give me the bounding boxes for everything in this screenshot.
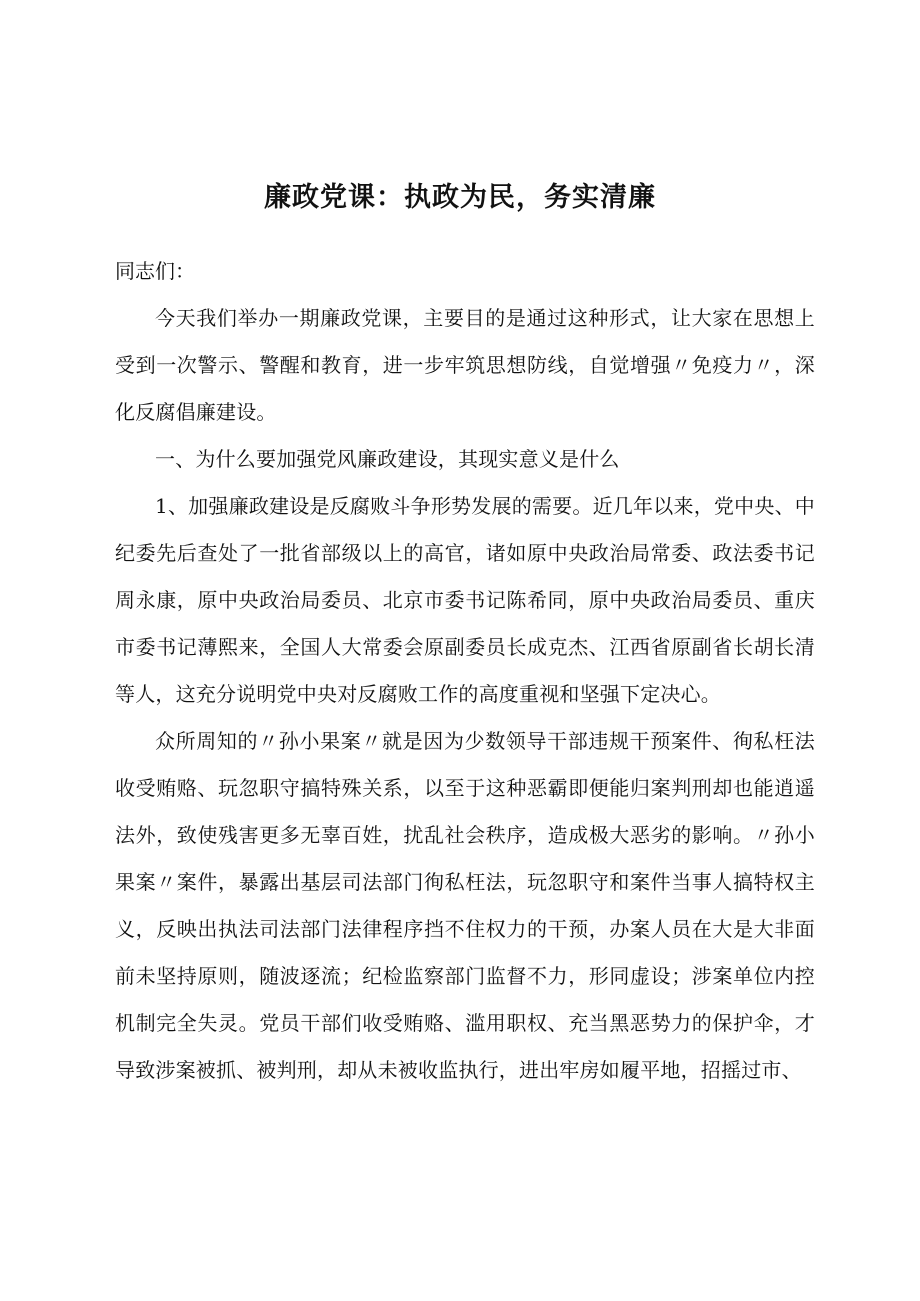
paragraph-intro: 今天我们举办一期廉政党课，主要目的是通过这种形式，让大家在思想上受到一次警示、警醒和教育，进一步牢筑思想防线，自觉增强〃免疫力〃，深化反腐倡廉建设。 bbox=[115, 306, 815, 424]
document-body bbox=[115, 248, 815, 1094]
paragraph-case: 众所周知的〃孙小果案〃就是因为少数领导干部违规干预案件、徇私枉法收受贿赂、玩忽职守搞特殊关系，以至于这种恶霸即便能归案判刑却也能逍遥法外，致使残害更多无辜百姓，扰乱社会秩序，造成极大恶劣的影响。〃孙小果案〃案件，暴露出基层司法部门徇私枉法，玩忽职守和案件当事人搞特权主义，反映出执法司法部门法律程序挡不住权力的干预，办案人员在大是大非面前未坚持原则，随波逐流；纪检监察部门监督不力，形同虚设；涉案单位内控机制完全失灵。党员干部们收受贿赂、滥用职权、充当黑恶势力的保护伞，才导致涉案被抓、被判刑，却从未被收监执行，进出牢房如履平地，招摇过市、 bbox=[115, 729, 815, 1082]
section-heading: 一、为什么要加强党风廉政建设，其现实意义是什么 bbox=[155, 447, 620, 471]
document-title: 廉政党课：执政为民，务实清廉 bbox=[264, 182, 656, 213]
salutation: 同志们： bbox=[115, 259, 195, 283]
paragraph-point-1: 1、加强廉政建设是反腐败斗争形势发展的需要。近几年以来，党中央、中纪委先后查处了一批省部级以上的高官，诸如原中央政治局常委、政法委书记周永康，原中央政治局委员、北京市委书记陈希同，原中央政治局委员、重庆市委书记薄熙来，全国人大常委会原副委员长成克杰、江西省原副省长胡长清等人，这充分说明党中央对反腐败工作的高度重视和坚强下定决心。 bbox=[115, 494, 815, 706]
